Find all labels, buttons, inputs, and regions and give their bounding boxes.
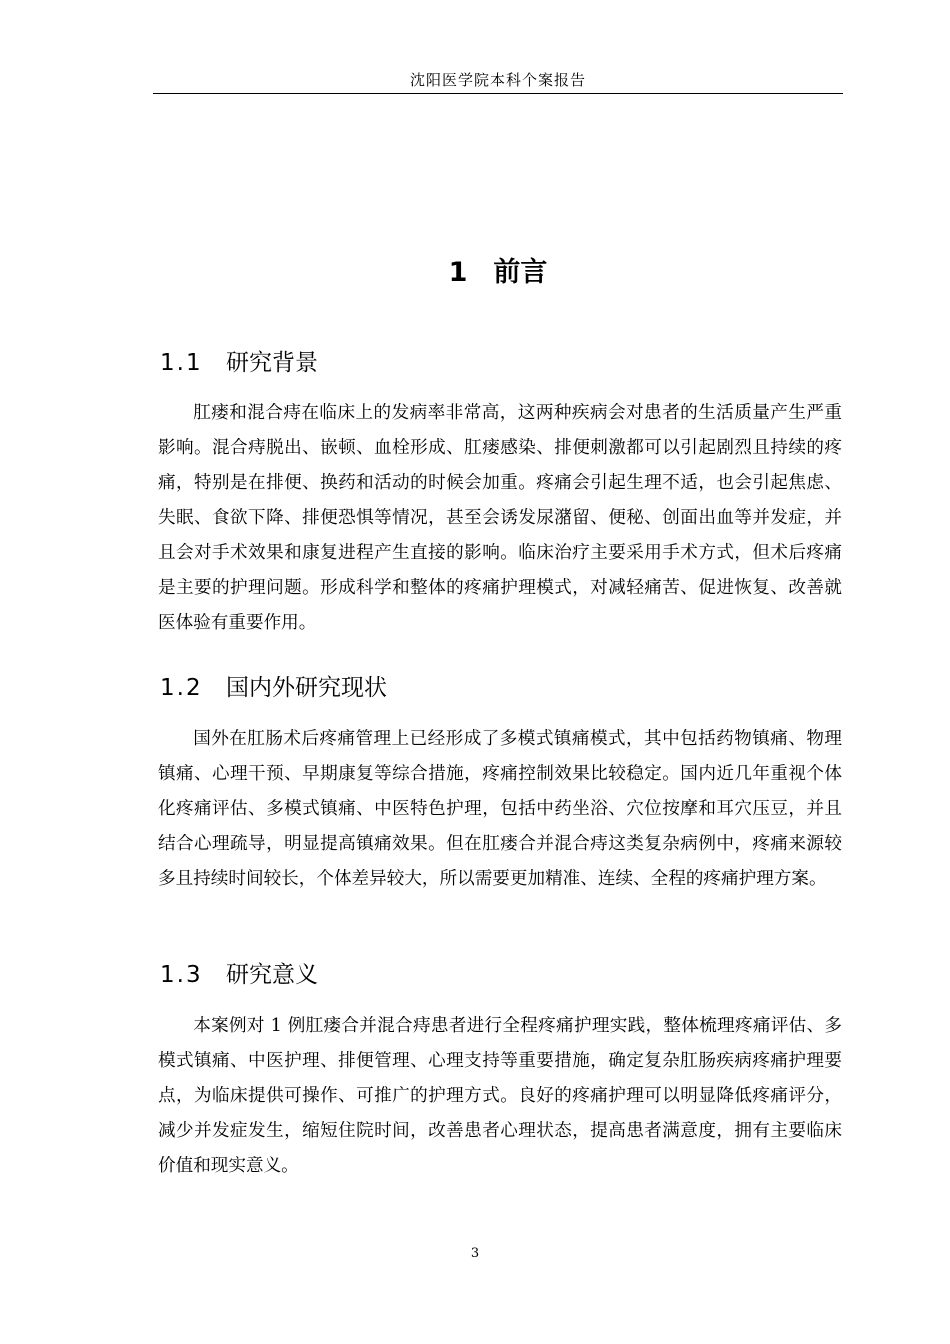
section-title: 研究意义 [226, 962, 318, 988]
section-number: 1.3 [160, 962, 203, 988]
section-number: 1.1 [160, 350, 203, 376]
header-rule [153, 93, 843, 94]
section-title: 国内外研究现状 [226, 675, 387, 701]
section-paragraph-1-1: 肛瘘和混合痔在临床上的发病率非常高，这两种疾病会对患者的生活质量产生严重影响。混合痔脱出、嵌顿、血栓形成、肛瘘感染、排便刺激都可以引起剧烈且持续的疼痛，特别是在排便、换药和活动的时候会加重。疼痛会引起生理不适，也会引起焦虑、失眠、食欲下降、排便恐惧等情况，甚至会诱发尿潴留、便秘、创面出血等并发症，并且会对手术效果和康复进程产生直接的影响。临床治疗主要采用手术方式，但术后疼痛是主要的护理问题。形成科学和整体的疼痛护理模式，对减轻痛苦、促进恢复、改善就医体验有重要作用。 [158, 403, 842, 633]
section-heading-1-1 [160, 348, 318, 378]
section-heading-1-3 [160, 960, 318, 990]
section-heading-1-2 [160, 673, 387, 703]
chapter-title [153, 255, 843, 291]
page-number: 3 [470, 1246, 480, 1261]
chapter-title-text: 前言 [493, 257, 548, 288]
section-number: 1.2 [160, 675, 203, 701]
section-paragraph-1-3: 本案例对 1 例肛瘘合并混合痔患者进行全程疼痛护理实践，整体梳理疼痛评估、多模式镇痛、中医护理、排便管理、心理支持等重要措施，确定复杂肛肠疾病疼痛护理要点，为临床提供可操作、可推广的护理方式。良好的疼痛护理可以明显降低疼痛评分，减少并发症发生，缩短住院时间，改善患者心理状态，提高患者满意度，拥有主要临床价值和现实意义。 [158, 1016, 842, 1176]
section-paragraph-1-2: 国外在肛肠术后疼痛管理上已经形成了多模式镇痛模式，其中包括药物镇痛、物理镇痛、心理干预、早期康复等综合措施，疼痛控制效果比较稳定。国内近几年重视个体化疼痛评估、多模式镇痛、中医特色护理，包括中药坐浴、穴位按摩和耳穴压豆，并且结合心理疏导，明显提高镇痛效果。但在肛瘘合并混合痔这类复杂病例中，疼痛来源较多且持续时间较长，个体差异较大，所以需要更加精准、连续、全程的疼痛护理方案。 [158, 729, 842, 889]
chapter-number: 1 [448, 257, 468, 288]
section-title: 研究背景 [226, 350, 318, 376]
running-header: 沈阳医学院本科个案报告 [409, 71, 586, 89]
